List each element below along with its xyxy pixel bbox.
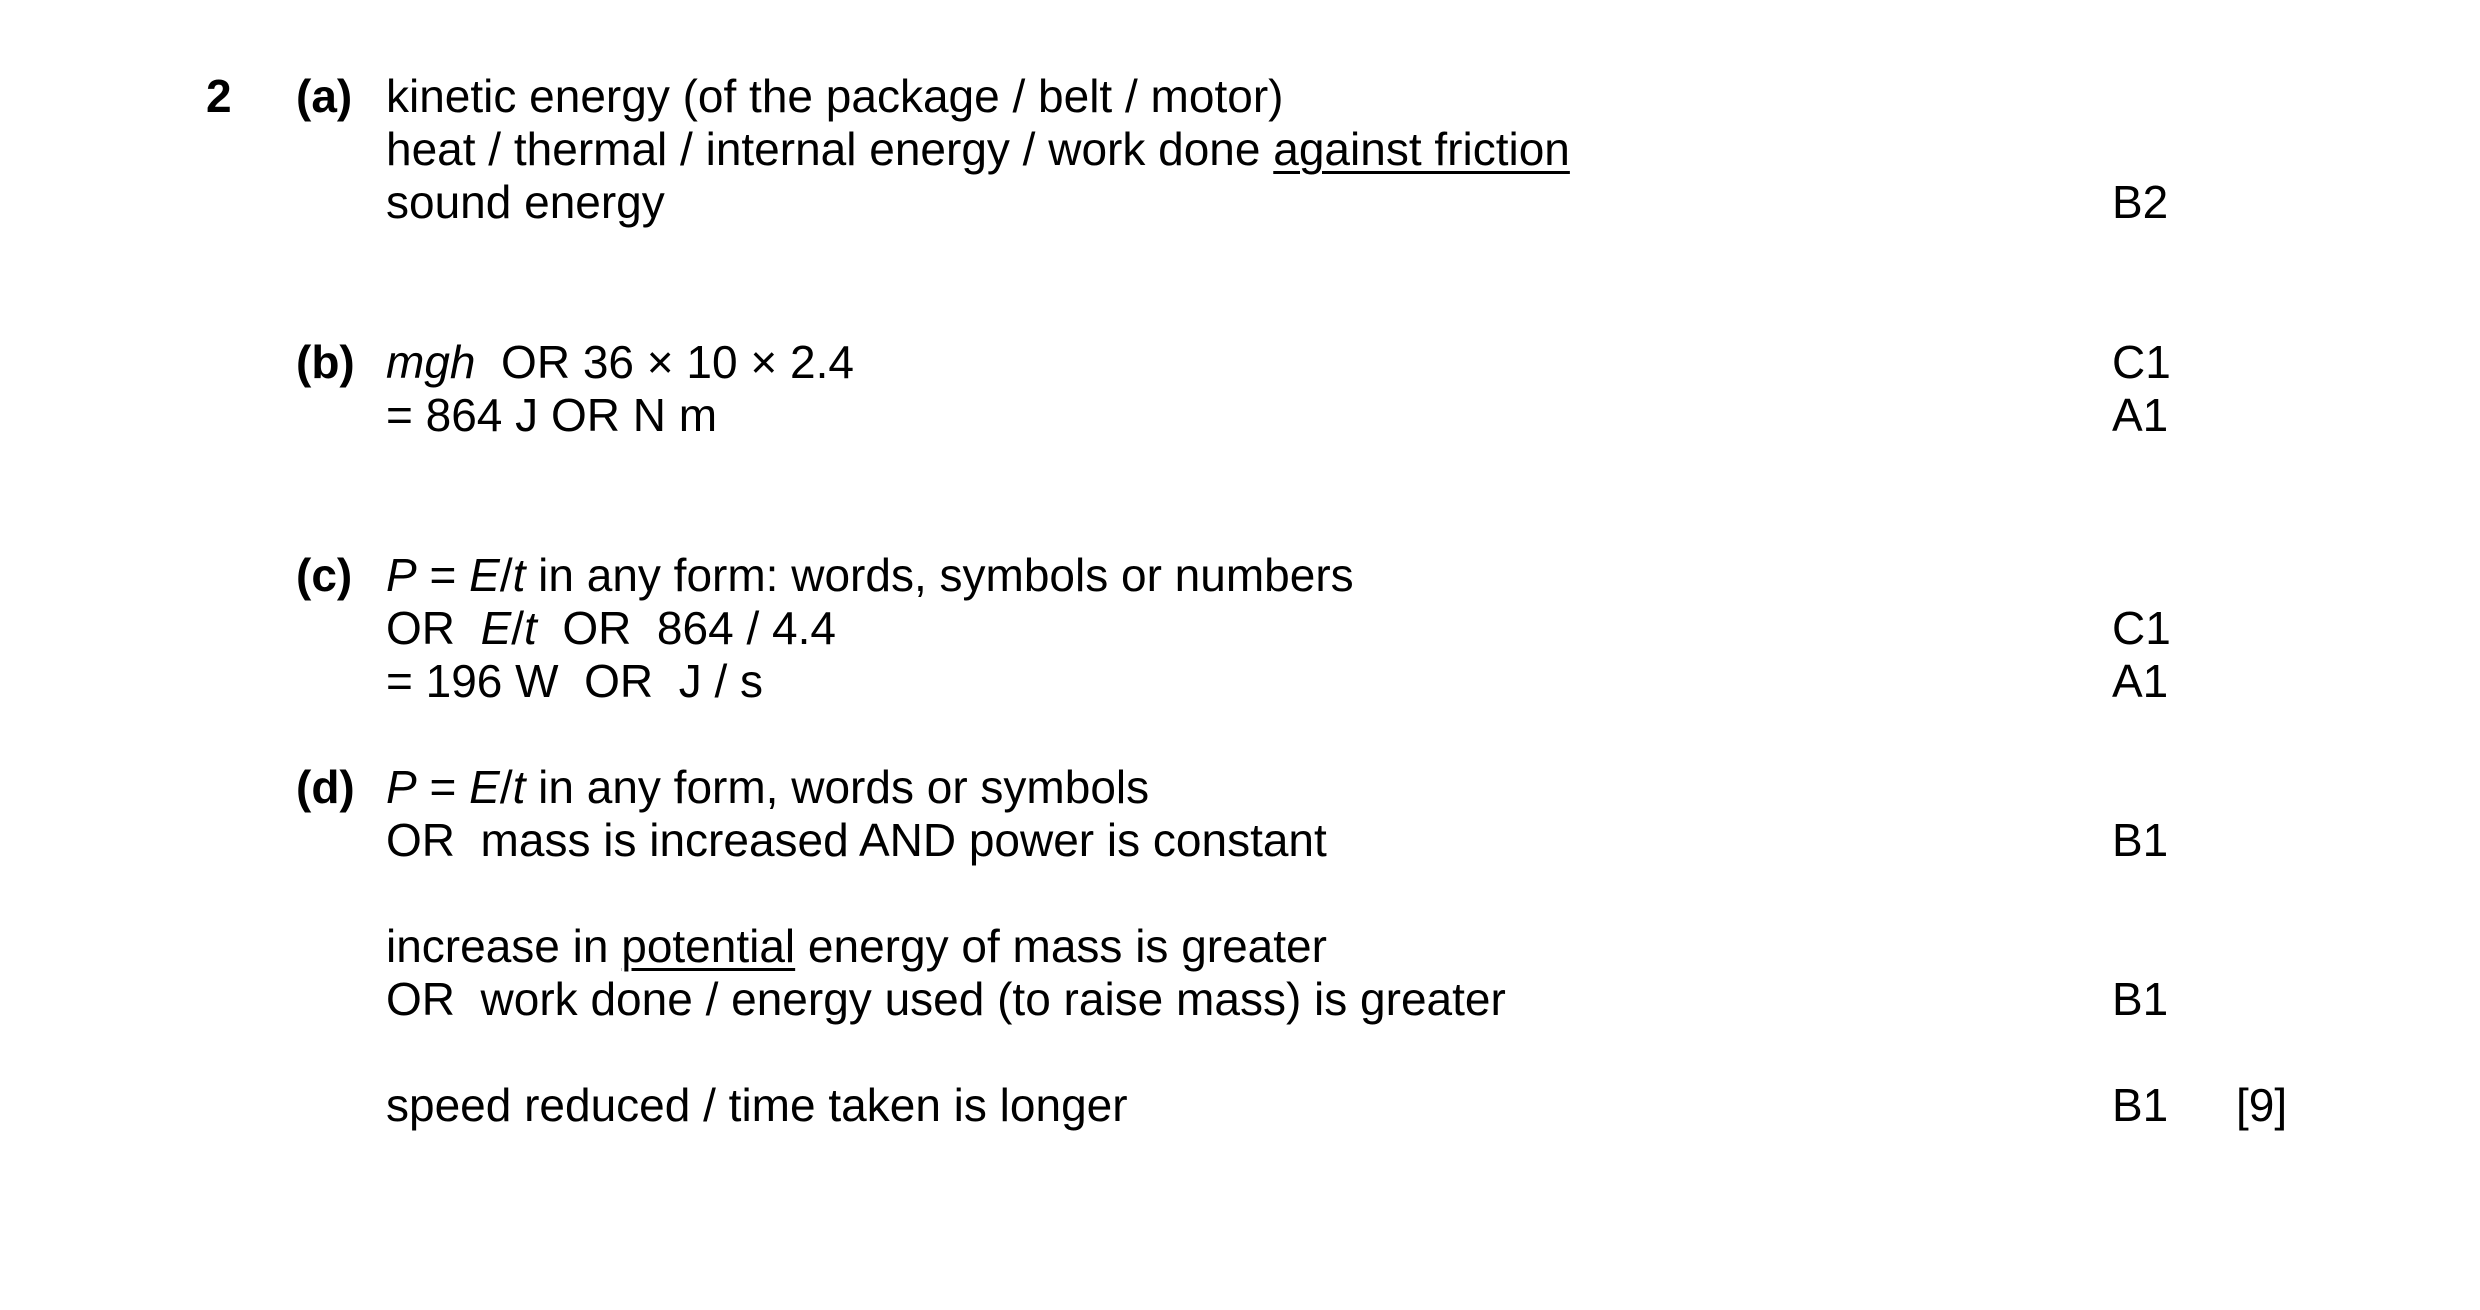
part-c-mark-2: A1 (2112, 655, 2169, 707)
part-b-mark-1: C1 (2112, 336, 2171, 388)
part-a-text-2 (386, 119, 1570, 179)
part-c-mark-1: C1 (2112, 602, 2171, 654)
part-d-label: (d) (296, 761, 355, 813)
part-d-text-3-pre: increase in (386, 920, 622, 972)
symbol-E: E (469, 549, 500, 601)
part-d-mark-3: B1 (2112, 1079, 2169, 1131)
part-d-text-1-rest: in any form, words or symbols (525, 761, 1150, 813)
equals: = (416, 761, 470, 813)
equals: = (416, 549, 470, 601)
potential-underlined: potential (621, 920, 796, 972)
part-c-text-1 (386, 545, 1354, 605)
part-b-label: (b) (296, 336, 355, 388)
part-d-text-4: OR work done / energy used (to raise mass) is greater (386, 973, 1506, 1025)
symbol-t: t (512, 549, 526, 601)
question-number: 2 (206, 70, 232, 122)
part-c-label: (c) (296, 549, 353, 601)
part-d-text-1 (386, 757, 1149, 817)
part-d-mark-2: B1 (2112, 973, 2169, 1025)
part-c-text-3: = 196 W OR J / s (386, 655, 764, 707)
part-b-mark-2: A1 (2112, 389, 2169, 441)
part-c-text-2 (386, 598, 836, 658)
symbol-P: P (386, 549, 417, 601)
part-a-text-3: sound energy (386, 176, 665, 228)
symbol-t: t (524, 602, 537, 654)
symbol-E: E (469, 761, 500, 813)
symbol-E: E (480, 602, 512, 654)
slash: / (511, 602, 525, 654)
symbol-P: P (386, 761, 417, 813)
part-a-label: (a) (296, 70, 353, 122)
slash: / (499, 549, 513, 601)
or-word: OR (386, 602, 481, 654)
part-c-text-1-rest: in any form: words, symbols or numbers (525, 549, 1354, 601)
part-d-text-3-post: energy of mass is greater (795, 920, 1327, 972)
part-a-mark: B2 (2112, 176, 2169, 228)
part-d-text-3 (386, 916, 1327, 976)
part-b-text-1 (386, 332, 854, 392)
mgh-italic: mgh (386, 336, 476, 388)
part-b-text-2: = 864 J OR N m (386, 389, 718, 441)
part-c-text-2-rest: OR 864 / 4.4 (536, 602, 836, 654)
part-a-text-2-plain: heat / thermal / internal energy / work done (386, 123, 1274, 175)
part-d-mark-1: B1 (2112, 814, 2169, 866)
question-total-marks: [9] (2236, 1079, 2288, 1131)
slash: / (499, 761, 513, 813)
part-a-text-1: kinetic energy (of the package / belt / motor) (386, 70, 1284, 122)
part-d-text-5: speed reduced / time taken is longer (386, 1079, 1128, 1131)
part-b-text-1-rest: OR 36 × 10 × 2.4 (475, 336, 854, 388)
against-friction-underlined: against friction (1273, 123, 1570, 175)
symbol-t: t (512, 761, 526, 813)
part-d-text-2: OR mass is increased AND power is constant (386, 814, 1327, 866)
